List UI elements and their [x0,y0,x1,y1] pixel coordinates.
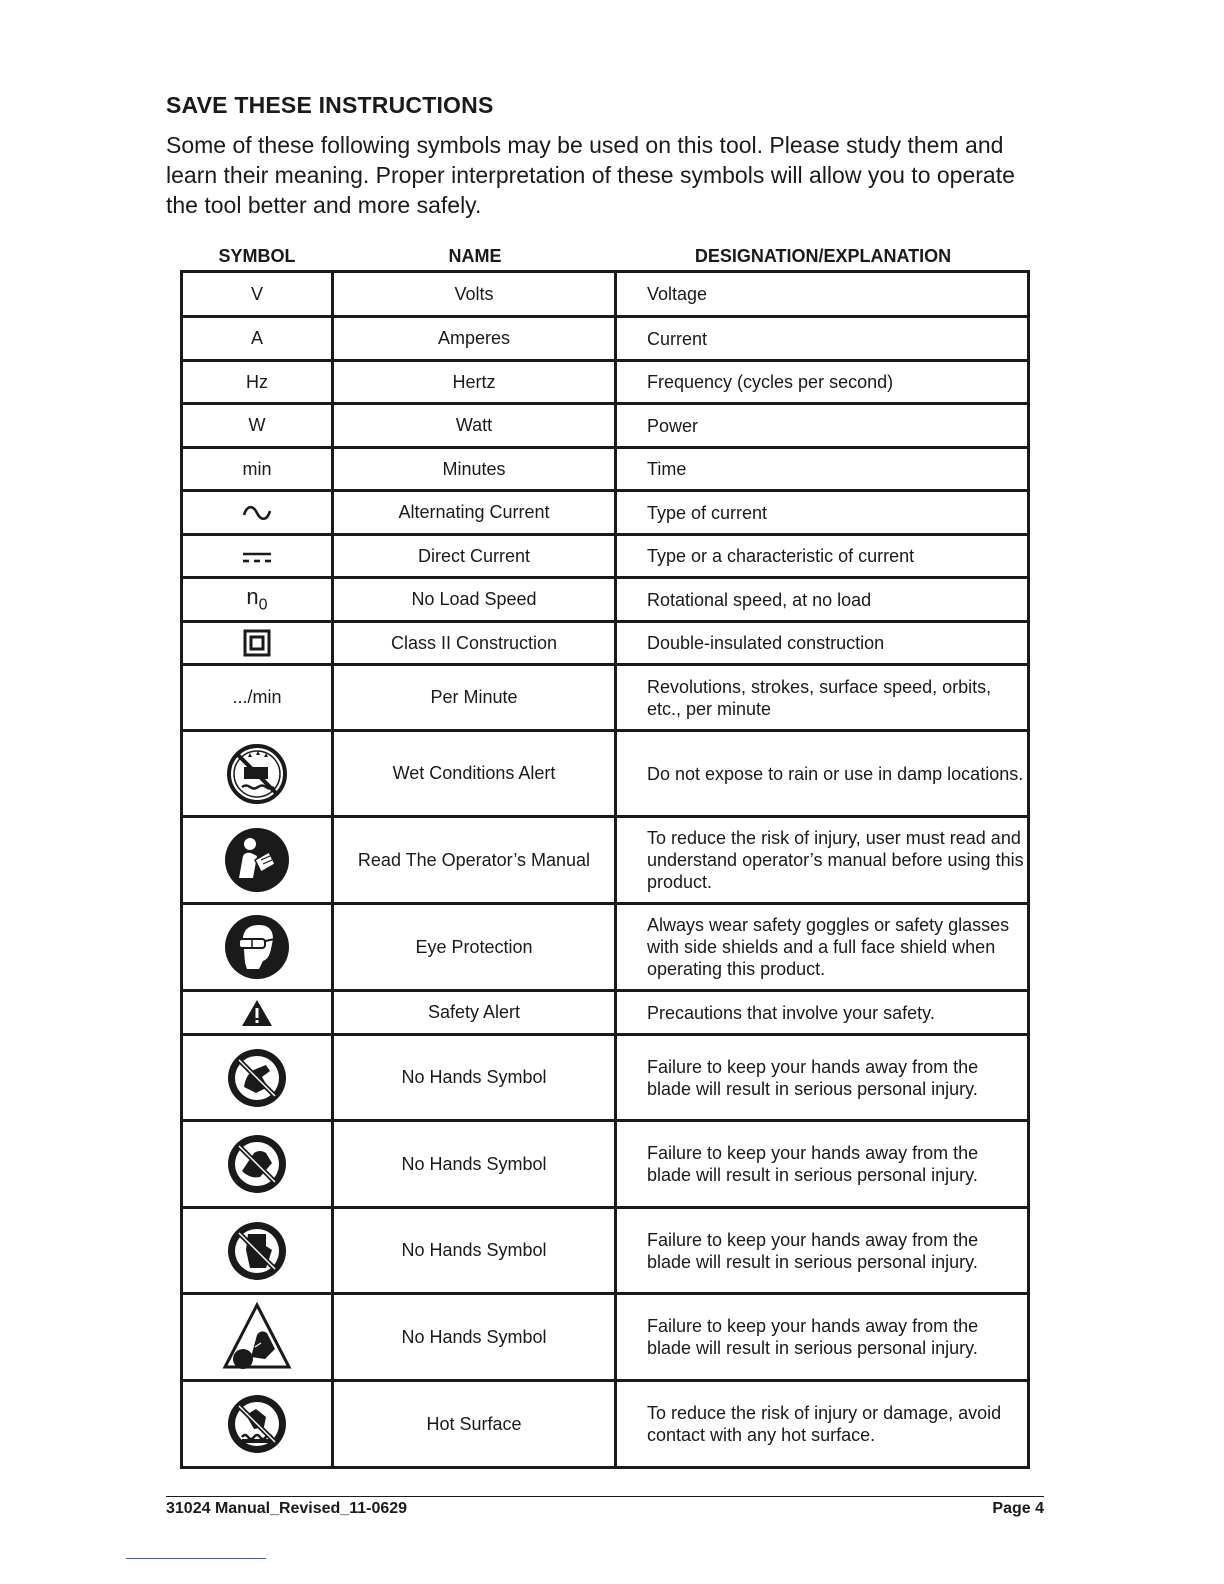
symbol-cell [182,817,333,904]
description-cell: Failure to keep your hands away from the blade will result in serious personal injury. [616,1208,1029,1294]
direct-current-icon [241,550,273,564]
symbol-text: V [250,283,263,304]
name-cell: Hot Surface [333,1381,616,1468]
table-row [182,448,1029,491]
description-cell: Time [616,448,1029,491]
description-cell: Type of current [616,491,1029,535]
symbol-cell [182,1208,333,1294]
symbol-cell [182,448,333,491]
description-cell: Failure to keep your hands away from the blade will result in serious personal injury. [616,1035,1029,1121]
table-row [182,622,1029,665]
name-cell: Class II Construction [333,622,616,665]
symbol-cell [182,317,333,361]
wet-conditions-alert-icon [226,743,288,805]
symbol-cell [182,665,333,731]
description-cell: Rotational speed, at no load [616,578,1029,622]
safety-alert-icon [241,999,273,1027]
description-cell: Current [616,317,1029,361]
table-row [182,491,1029,535]
read-manual-icon [223,826,291,894]
table-row [182,1294,1029,1381]
table-row [182,665,1029,731]
table-row [182,904,1029,991]
name-cell: Read The Operator’s Manual [333,817,616,904]
class-ii-construction-icon [243,629,271,657]
page-heading: SAVE THESE INSTRUCTIONS [166,92,494,118]
name-cell: Direct Current [333,535,616,578]
eye-protection-icon [223,913,291,981]
symbol-cell [182,1294,333,1381]
name-cell: Volts [333,272,616,317]
alternating-current-icon [241,503,273,523]
name-cell: No Hands Symbol [333,1121,616,1208]
table-row [182,404,1029,448]
table-row [182,317,1029,361]
no-hands-warning-triangle-icon [221,1301,293,1373]
description-cell: Voltage [616,272,1029,317]
symbol-cell [182,491,333,535]
table-row [182,731,1029,817]
description-cell: Power [616,404,1029,448]
name-cell: Amperes [333,317,616,361]
description-cell: Always wear safety goggles or safety glasses with side shields and a full face shield when operating this product. [616,904,1029,991]
description-cell: Double-insulated construction [616,622,1029,665]
description-cell: Frequency (cycles per second) [616,361,1029,404]
column-header-symbol: SYMBOL [218,246,296,266]
name-cell: Minutes [333,448,616,491]
description-cell: To reduce the risk of injury, user must read and understand operator’s manual before using this product. [616,817,1029,904]
symbol-cell [182,535,333,578]
table-row [182,578,1029,622]
symbols-table [180,270,1030,1469]
description-cell: Revolutions, strokes, surface speed, orbits, etc., per minute [616,665,1029,731]
symbol-text: min [242,458,272,479]
table-row [182,817,1029,904]
table-row [182,1121,1029,1208]
no-hands-icon [226,1047,288,1109]
name-cell: Per Minute [333,665,616,731]
symbol-cell [182,272,333,317]
description-cell: Precautions that involve your safety. [616,991,1029,1035]
description-cell: Do not expose to rain or use in damp locations. [616,731,1029,817]
hot-surface-icon [226,1393,288,1455]
column-header-explanation: DESIGNATION/EXPLANATION [694,246,952,266]
name-cell: Wet Conditions Alert [333,731,616,817]
footer-page-number: Page 4 [992,1500,1044,1517]
name-cell: No Hands Symbol [333,1208,616,1294]
symbol-cell [182,731,333,817]
name-cell: Hertz [333,361,616,404]
symbol-text: A [250,328,263,348]
description-cell: Type or a characteristic of current [616,535,1029,578]
table-row [182,1208,1029,1294]
no-load-speed-symbol: $n_0$ [246,584,268,614]
description-cell: To reduce the risk of injury or damage, avoid contact with any hot surface. [616,1381,1029,1468]
description-cell: Failure to keep your hands away from the blade will result in serious personal injury. [616,1294,1029,1381]
no-hands-icon [226,1133,288,1195]
symbol-text: Hz [246,371,268,392]
table-row [182,361,1029,404]
name-cell: No Hands Symbol [333,1294,616,1381]
symbol-cell [182,361,333,404]
name-cell: Alternating Current [333,491,616,535]
table-row [182,1035,1029,1121]
symbol-cell [182,1121,333,1208]
name-cell: No Hands Symbol [333,1035,616,1121]
intro-paragraph: Some of these following symbols may be used on this tool. Please study them and learn their meaning. Proper interpretation of these symbols will allow you to operate the tool better and more safely. [166,132,1015,218]
symbol-cell [182,404,333,448]
name-cell: No Load Speed [333,578,616,622]
symbol-cell [182,904,333,991]
symbol-text: .../min [232,687,282,707]
symbol-text: W [248,415,266,435]
bottom-rule [126,1558,266,1559]
symbol-cell [182,622,333,665]
table-row [182,535,1029,578]
name-cell: Safety Alert [333,991,616,1035]
name-cell: Watt [333,404,616,448]
no-hands-icon [226,1220,288,1282]
name-cell: Eye Protection [333,904,616,991]
table-row [182,991,1029,1035]
table-row [182,1381,1029,1468]
description-cell: Failure to keep your hands away from the blade will result in serious personal injury. [616,1121,1029,1208]
symbol-cell [182,1381,333,1468]
symbol-cell [182,1035,333,1121]
column-header-name: NAME [448,246,502,266]
footer-divider [166,1496,1044,1497]
table-row [182,272,1029,317]
symbol-cell [182,578,333,622]
symbol-cell [182,991,333,1035]
footer-document-id: 31024 Manual_Revised_11-0629 [166,1500,408,1517]
